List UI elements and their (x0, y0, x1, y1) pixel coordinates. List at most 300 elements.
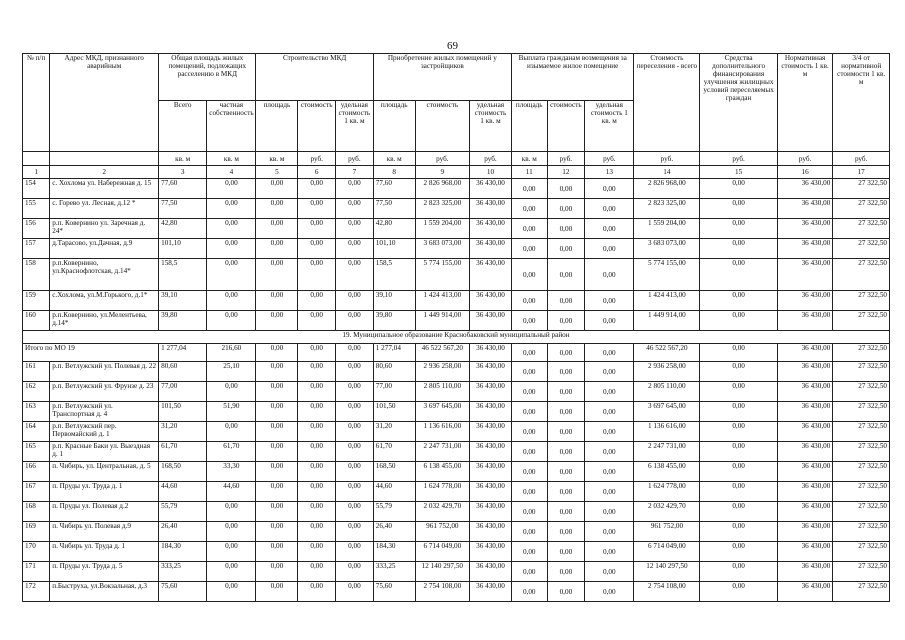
cell-cost-total: 1 136 616,00 (634, 422, 700, 442)
cell-build-unit: 0,00 (336, 402, 374, 422)
cell-area-total: 26,40 (159, 522, 207, 542)
row-address: р.п.Ковернино, ул.Краснофлотская, д.14* (50, 259, 159, 291)
cell-pay-area: 0,00 (511, 239, 547, 259)
cell-buy-unit: 36 430,00 (470, 402, 512, 422)
header-norm-cost: Нормативная стоимость 1 кв. м (777, 54, 832, 152)
col-number: 15 (700, 166, 777, 179)
cell-pay-cost: 0,00 (547, 311, 585, 331)
unit-cell: кв. м (373, 152, 415, 166)
cell-area-total: 333,25 (159, 562, 207, 582)
cell-pay-area: 0,00 (511, 402, 547, 422)
cell-pay-area: 0,00 (511, 442, 547, 462)
cell-norm-cost: 36 430,00 (777, 522, 832, 542)
cell-cost-total: 3 697 645,00 (634, 402, 700, 422)
subheader-build-area: площадь (256, 101, 298, 152)
cell-area-total: 31,20 (159, 422, 207, 442)
subheader-pay-unit-cost: удельная стоимость 1 кв. м (585, 101, 634, 152)
cell-cost-total: 3 683 073,00 (634, 239, 700, 259)
cell-build-area: 0,00 (256, 502, 298, 522)
cell-build-unit: 0,00 (336, 259, 374, 291)
cell-build-area: 0,00 (256, 239, 298, 259)
section-row (23, 331, 890, 344)
cell-buy-cost: 2 936 258,00 (415, 362, 469, 382)
cell-pay-cost: 0,00 (547, 362, 585, 382)
cell-extra-funds: 0,00 (700, 311, 777, 331)
row-number: 154 (23, 179, 50, 199)
cell-pay-unit: 0,00 (585, 382, 634, 402)
cell-build-area: 0,00 (256, 382, 298, 402)
cell-build-area: 0,00 (256, 362, 298, 382)
cell-norm-cost: 36 430,00 (777, 542, 832, 562)
header-build-group: Строительство МКД (256, 54, 373, 101)
cell-three-quarter: 27 322,50 (833, 362, 890, 382)
cell-area-private: 0,00 (207, 382, 256, 402)
cell-build-unit: 0,00 (336, 582, 374, 602)
cell-area-private: 0,00 (207, 239, 256, 259)
cell-extra-funds: 0,00 (700, 482, 777, 502)
cell-build-cost: 0,00 (298, 562, 336, 582)
cell-norm-cost: 36 430,00 (777, 199, 832, 219)
cell-cost-total: 6 714 049,00 (634, 542, 700, 562)
row-number: 172 (23, 582, 50, 602)
cell-extra-funds: 0,00 (700, 179, 777, 199)
cell-pay-cost: 0,00 (547, 291, 585, 311)
column-numbers-row (23, 166, 890, 179)
unit-cell: руб. (833, 152, 890, 166)
cell-pay-cost: 0,00 (547, 462, 585, 482)
page-number: 69 (447, 40, 458, 52)
cell-area-private: 44,60 (207, 482, 256, 502)
cell-build-unit: 0,00 (336, 179, 374, 199)
cell-buy-cost: 1 449 914,00 (415, 311, 469, 331)
cell-extra-funds: 0,00 (700, 239, 777, 259)
cell-build-area: 0,00 (256, 542, 298, 562)
cell-buy-cost: 6 138 455,00 (415, 462, 469, 482)
cell-build-cost: 0,00 (298, 382, 336, 402)
cell-cost-total: 2 805 110,00 (634, 382, 700, 402)
subheader-pay-area: площадь (511, 101, 547, 152)
cell-pay-area: 0,00 (511, 542, 547, 562)
cell-buy-area: 77,50 (373, 199, 415, 219)
cell-norm-cost: 36 430,00 (777, 562, 832, 582)
cell-build-area: 0,00 (256, 179, 298, 199)
cell-build-area: 0,00 (256, 422, 298, 442)
cell-area-private: 0,00 (207, 582, 256, 602)
cell-area-private: 33,30 (207, 462, 256, 482)
cell-build-cost: 0,00 (298, 219, 336, 239)
cell-build-cost: 0,00 (298, 199, 336, 219)
cell-build-unit: 0,00 (336, 562, 374, 582)
subheader-private: частная собственность (207, 101, 256, 152)
col-number: 7 (336, 166, 374, 179)
cell-area-private: 51,90 (207, 402, 256, 422)
cell-extra-funds: 0,00 (700, 422, 777, 442)
row-address: р.п. Ветлужский ул. Транспортная д. 4 (50, 402, 159, 422)
total-cell: 36 430,00 (470, 344, 512, 362)
cell-build-cost: 0,00 (298, 542, 336, 562)
cell-build-unit: 0,00 (336, 291, 374, 311)
table-row (23, 199, 890, 219)
table-row (23, 311, 890, 331)
row-number: 163 (23, 402, 50, 422)
cell-pay-area: 0,00 (511, 291, 547, 311)
cell-buy-unit: 36 430,00 (470, 582, 512, 602)
row-address: р.п. Ветлужский пер. Первомайский д. 1 (50, 422, 159, 442)
row-number: 161 (23, 362, 50, 382)
total-cell: 27 322,50 (833, 344, 890, 362)
subheader-build-cost: стоимость (298, 101, 336, 152)
cell-pay-cost: 0,00 (547, 442, 585, 462)
row-number: 171 (23, 562, 50, 582)
cell-build-unit: 0,00 (336, 219, 374, 239)
cell-norm-cost: 36 430,00 (777, 462, 832, 482)
header-cost-total: Стоимость переселения - всего (634, 54, 700, 152)
row-address: п. Пруды ул. Труда д. 5 (50, 562, 159, 582)
cell-buy-unit: 36 430,00 (470, 442, 512, 462)
cell-three-quarter: 27 322,50 (833, 562, 890, 582)
subheader-build-unit-cost: удельная стоимость 1 кв. м (336, 101, 374, 152)
cell-buy-area: 184,30 (373, 542, 415, 562)
cell-buy-unit: 36 430,00 (470, 522, 512, 542)
cell-pay-unit: 0,00 (585, 422, 634, 442)
cell-area-total: 77,60 (159, 179, 207, 199)
cell-pay-unit: 0,00 (585, 239, 634, 259)
cell-build-cost: 0,00 (298, 522, 336, 542)
cell-area-private: 0,00 (207, 259, 256, 291)
cell-build-unit: 0,00 (336, 239, 374, 259)
table-body-mo20 (23, 362, 890, 602)
cell-build-unit: 0,00 (336, 442, 374, 462)
cell-pay-cost: 0,00 (547, 542, 585, 562)
cell-norm-cost: 36 430,00 (777, 502, 832, 522)
cell-three-quarter: 27 322,50 (833, 462, 890, 482)
cell-pay-cost: 0,00 (547, 562, 585, 582)
cell-build-cost: 0,00 (298, 422, 336, 442)
cell-area-private: 0,00 (207, 179, 256, 199)
cell-three-quarter: 27 322,50 (833, 402, 890, 422)
cell-norm-cost: 36 430,00 (777, 482, 832, 502)
cell-pay-area: 0,00 (511, 311, 547, 331)
cell-buy-area: 55,79 (373, 502, 415, 522)
cell-pay-unit: 0,00 (585, 562, 634, 582)
cell-three-quarter: 27 322,50 (833, 582, 890, 602)
row-address: р.п. Ветлужский ул. Полевая д. 22 (50, 362, 159, 382)
col-number: 4 (207, 166, 256, 179)
table-row (23, 239, 890, 259)
cell-buy-area: 168,50 (373, 462, 415, 482)
row-number: 162 (23, 382, 50, 402)
cell-buy-area: 77,00 (373, 382, 415, 402)
cell-area-private: 0,00 (207, 522, 256, 542)
col-number: 10 (470, 166, 512, 179)
cell-buy-cost: 1 559 204,00 (415, 219, 469, 239)
cell-extra-funds: 0,00 (700, 542, 777, 562)
row-number: 168 (23, 502, 50, 522)
col-number: 6 (298, 166, 336, 179)
cell-area-total: 101,10 (159, 239, 207, 259)
cell-extra-funds: 0,00 (700, 259, 777, 291)
section-title: 19. Муниципальное образование Краснобаковский муниципальный район (23, 331, 890, 344)
table-row (23, 219, 890, 239)
table-row (23, 259, 890, 291)
cell-build-cost: 0,00 (298, 291, 336, 311)
cell-cost-total: 1 449 914,00 (634, 311, 700, 331)
cell-pay-area: 0,00 (511, 562, 547, 582)
cell-extra-funds: 0,00 (700, 199, 777, 219)
cell-three-quarter: 27 322,50 (833, 482, 890, 502)
cell-buy-unit: 36 430,00 (470, 482, 512, 502)
cell-buy-unit: 36 430,00 (470, 311, 512, 331)
cell-three-quarter: 27 322,50 (833, 291, 890, 311)
cell-norm-cost: 36 430,00 (777, 422, 832, 442)
cell-build-area: 0,00 (256, 199, 298, 219)
cell-buy-area: 75,60 (373, 582, 415, 602)
cell-pay-unit: 0,00 (585, 311, 634, 331)
header-buy-group: Приобретение жилых помещений у застройщиков (373, 54, 511, 101)
cell-area-total: 80,60 (159, 362, 207, 382)
cell-norm-cost: 36 430,00 (777, 291, 832, 311)
table-row (23, 462, 890, 482)
total-cell: 46 522 567,20 (634, 344, 700, 362)
resettlement-table (22, 53, 890, 602)
cell-build-area: 0,00 (256, 259, 298, 291)
cell-buy-cost: 1 624 778,00 (415, 482, 469, 502)
cell-extra-funds: 0,00 (700, 402, 777, 422)
cell-pay-cost: 0,00 (547, 402, 585, 422)
cell-pay-area: 0,00 (511, 482, 547, 502)
cell-build-area: 0,00 (256, 462, 298, 482)
col-number: 8 (373, 166, 415, 179)
cell-three-quarter: 27 322,50 (833, 179, 890, 199)
cell-pay-unit: 0,00 (585, 362, 634, 382)
cell-pay-area: 0,00 (511, 199, 547, 219)
table-row (23, 522, 890, 542)
cell-extra-funds: 0,00 (700, 582, 777, 602)
cell-build-cost: 0,00 (298, 402, 336, 422)
cell-extra-funds: 0,00 (700, 382, 777, 402)
cell-buy-unit: 36 430,00 (470, 259, 512, 291)
cell-area-private: 0,00 (207, 199, 256, 219)
cell-pay-unit: 0,00 (585, 291, 634, 311)
cell-area-private: 61,70 (207, 442, 256, 462)
cell-three-quarter: 27 322,50 (833, 502, 890, 522)
unit-cell: руб. (336, 152, 374, 166)
cell-build-cost: 0,00 (298, 311, 336, 331)
cell-build-area: 0,00 (256, 482, 298, 502)
unit-cell: руб. (634, 152, 700, 166)
cell-buy-cost: 2 247 731,00 (415, 442, 469, 462)
cell-buy-cost: 3 683 073,00 (415, 239, 469, 259)
cell-area-total: 184,30 (159, 542, 207, 562)
unit-cell: руб. (298, 152, 336, 166)
cell-area-private: 0,00 (207, 311, 256, 331)
cell-three-quarter: 27 322,50 (833, 219, 890, 239)
unit-cell: руб. (547, 152, 585, 166)
row-number: 166 (23, 462, 50, 482)
cell-area-private: 0,00 (207, 219, 256, 239)
cell-pay-cost: 0,00 (547, 522, 585, 542)
row-number: 170 (23, 542, 50, 562)
cell-pay-area: 0,00 (511, 382, 547, 402)
row-address: п. Пруды ул. Полевая д.2 (50, 502, 159, 522)
header-area-group: Общая площадь жилых помещений, подлежащих расселению в МКД (159, 54, 256, 101)
cell-buy-cost: 12 140 297,50 (415, 562, 469, 582)
row-address: с. Хохлома ул. Набережная д. 15 (50, 179, 159, 199)
table-row (23, 291, 890, 311)
cell-extra-funds: 0,00 (700, 219, 777, 239)
cell-buy-unit: 36 430,00 (470, 362, 512, 382)
cell-norm-cost: 36 430,00 (777, 402, 832, 422)
cell-buy-cost: 6 714 049,00 (415, 542, 469, 562)
row-number: 159 (23, 291, 50, 311)
cell-norm-cost: 36 430,00 (777, 582, 832, 602)
cell-pay-cost: 0,00 (547, 482, 585, 502)
col-number: 16 (777, 166, 832, 179)
table-row (23, 402, 890, 422)
total-cell: 0,00 (700, 344, 777, 362)
cell-pay-area: 0,00 (511, 219, 547, 239)
cell-area-total: 77,00 (159, 382, 207, 402)
cell-three-quarter: 27 322,50 (833, 542, 890, 562)
total-cell: 0,00 (511, 344, 547, 362)
cell-extra-funds: 0,00 (700, 362, 777, 382)
cell-build-cost: 0,00 (298, 259, 336, 291)
cell-buy-cost: 1 136 616,00 (415, 422, 469, 442)
cell-buy-unit: 36 430,00 (470, 462, 512, 482)
cell-pay-cost: 0,00 (547, 219, 585, 239)
unit-cell: кв. м (511, 152, 547, 166)
cell-buy-cost: 2 805 110,00 (415, 382, 469, 402)
cell-build-unit: 0,00 (336, 462, 374, 482)
cell-buy-unit: 36 430,00 (470, 382, 512, 402)
cell-cost-total: 2 936 258,00 (634, 362, 700, 382)
cell-buy-area: 77,60 (373, 179, 415, 199)
table-row (23, 179, 890, 199)
cell-pay-unit: 0,00 (585, 199, 634, 219)
table-row (23, 422, 890, 442)
total-cell: 0,00 (256, 344, 298, 362)
cell-norm-cost: 36 430,00 (777, 362, 832, 382)
col-number: 14 (634, 166, 700, 179)
cell-build-cost: 0,00 (298, 582, 336, 602)
cell-pay-cost: 0,00 (547, 179, 585, 199)
cell-pay-unit: 0,00 (585, 582, 634, 602)
cell-three-quarter: 27 322,50 (833, 382, 890, 402)
row-address: р.п. Ковернино ул. Заречная д. 24* (50, 219, 159, 239)
row-address: д.Тарасово, ул.Дачная, д.9 (50, 239, 159, 259)
table-row (23, 442, 890, 462)
row-address: с.Хохлома, ул.М.Горького, д.1* (50, 291, 159, 311)
row-address: п. Чибирь, ул. Центральная, д. 5 (50, 462, 159, 482)
cell-buy-cost: 2 754 108,00 (415, 582, 469, 602)
cell-buy-area: 39,80 (373, 311, 415, 331)
cell-cost-total: 1 559 204,00 (634, 219, 700, 239)
cell-buy-cost: 2 823 325,00 (415, 199, 469, 219)
cell-pay-cost: 0,00 (547, 239, 585, 259)
cell-norm-cost: 36 430,00 (777, 382, 832, 402)
cell-buy-area: 26,40 (373, 522, 415, 542)
total-cell: 1 277,04 (373, 344, 415, 362)
row-number: 156 (23, 219, 50, 239)
cell-build-unit: 0,00 (336, 422, 374, 442)
cell-extra-funds: 0,00 (700, 291, 777, 311)
row-number: 169 (23, 522, 50, 542)
cell-build-cost: 0,00 (298, 239, 336, 259)
col-number: 13 (585, 166, 634, 179)
unit-cell: руб. (700, 152, 777, 166)
row-number: 164 (23, 422, 50, 442)
unit-cell: руб. (415, 152, 469, 166)
subheader-buy-unit-cost: удельная стоимость 1 кв. м (470, 101, 512, 152)
cell-build-unit: 0,00 (336, 199, 374, 219)
row-address: п. Пруды ул. Труда д. 1 (50, 482, 159, 502)
table-body-mo19 (23, 179, 890, 331)
total-cell: 0,00 (298, 344, 336, 362)
cell-area-total: 75,60 (159, 582, 207, 602)
cell-build-cost: 0,00 (298, 482, 336, 502)
cell-buy-unit: 36 430,00 (470, 422, 512, 442)
cell-extra-funds: 0,00 (700, 462, 777, 482)
cell-buy-cost: 961 752,00 (415, 522, 469, 542)
header-three-quarter: 3/4 от нормативной стоимости 1 кв. м (833, 54, 890, 152)
cell-extra-funds: 0,00 (700, 502, 777, 522)
cell-cost-total: 5 774 155,00 (634, 259, 700, 291)
cell-buy-area: 42,80 (373, 219, 415, 239)
cell-buy-cost: 2 826 968,00 (415, 179, 469, 199)
cell-buy-unit: 36 430,00 (470, 179, 512, 199)
cell-norm-cost: 36 430,00 (777, 311, 832, 331)
cell-build-area: 0,00 (256, 402, 298, 422)
cell-pay-unit: 0,00 (585, 542, 634, 562)
table-row (23, 482, 890, 502)
row-number: 155 (23, 199, 50, 219)
cell-buy-area: 61,70 (373, 442, 415, 462)
cell-buy-area: 31,20 (373, 422, 415, 442)
cell-build-unit: 0,00 (336, 502, 374, 522)
cell-build-unit: 0,00 (336, 482, 374, 502)
header-num: № п/п (23, 54, 50, 152)
cell-cost-total: 2 826 968,00 (634, 179, 700, 199)
row-address: р.п. Красные Баки ул. Выездная д. 1 (50, 442, 159, 462)
cell-area-private: 0,00 (207, 542, 256, 562)
col-number: 17 (833, 166, 890, 179)
unit-cell: руб. (470, 152, 512, 166)
cell-area-total: 39,80 (159, 311, 207, 331)
row-address: р.п. Ветлужский ул. Фрунзе д. 23 (50, 382, 159, 402)
cell-pay-area: 0,00 (511, 582, 547, 602)
cell-cost-total: 12 140 297,50 (634, 562, 700, 582)
cell-pay-unit: 0,00 (585, 462, 634, 482)
cell-pay-cost: 0,00 (547, 199, 585, 219)
cell-buy-area: 333,25 (373, 562, 415, 582)
cell-buy-unit: 36 430,00 (470, 562, 512, 582)
unit-cell: кв. м (256, 152, 298, 166)
cell-cost-total: 2 247 731,00 (634, 442, 700, 462)
cell-three-quarter: 27 322,50 (833, 311, 890, 331)
cell-build-cost: 0,00 (298, 362, 336, 382)
cell-buy-area: 101,10 (373, 239, 415, 259)
cell-build-area: 0,00 (256, 219, 298, 239)
cell-build-cost: 0,00 (298, 462, 336, 482)
cell-buy-cost: 3 697 645,00 (415, 402, 469, 422)
cell-area-private: 0,00 (207, 422, 256, 442)
cell-three-quarter: 27 322,50 (833, 522, 890, 542)
cell-area-total: 77,50 (159, 199, 207, 219)
cell-build-cost: 0,00 (298, 502, 336, 522)
cell-buy-area: 101,50 (373, 402, 415, 422)
col-number: 2 (50, 166, 159, 179)
subheader-pay-cost: стоимость (547, 101, 585, 152)
